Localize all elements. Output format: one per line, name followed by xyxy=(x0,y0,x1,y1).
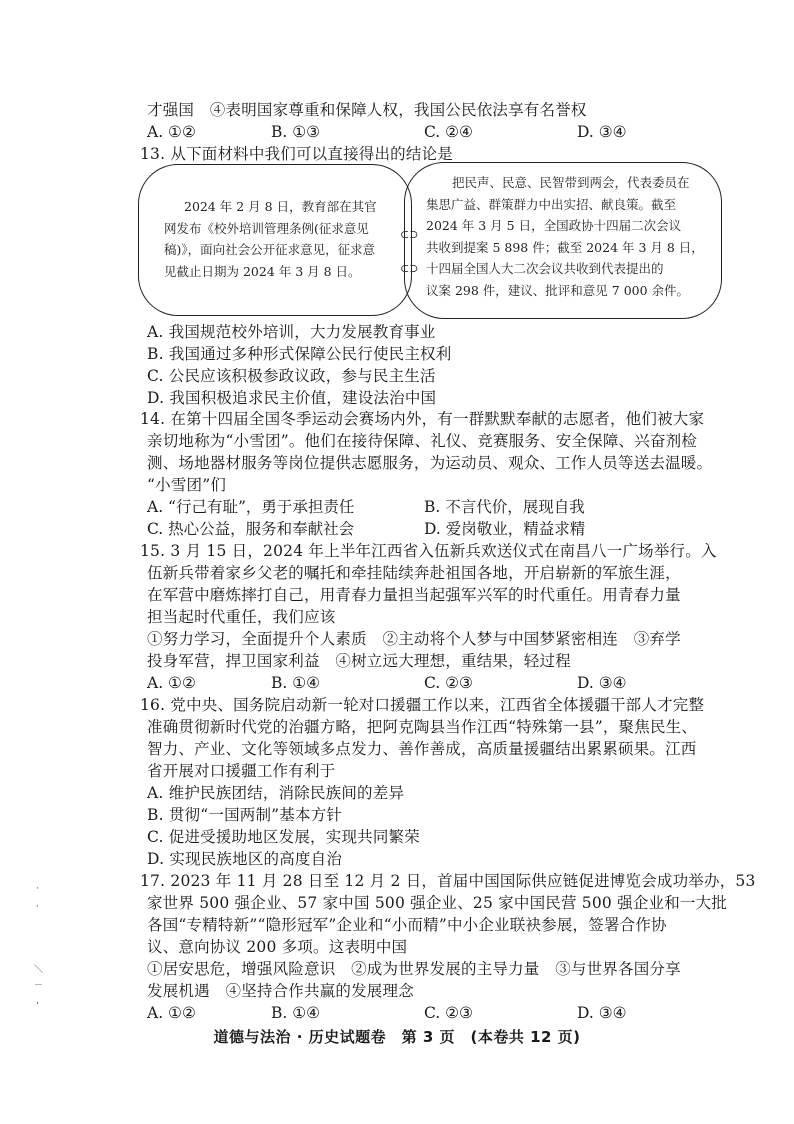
q15-option-a[interactable]: A. ①② xyxy=(147,674,196,692)
q16-stem-line: 省开展对口援疆工作有利于 xyxy=(147,762,336,780)
page-footer: 道德与法治 · 历史试题卷 第 3 页 (本卷共 12 页) xyxy=(213,1028,581,1046)
q16-option-d[interactable]: D. 实现民族地区的高度自治 xyxy=(147,850,343,868)
material-line: 共收到提案 5 898 件；截至 2024 年 3 月 8 日， xyxy=(426,239,704,255)
q14-stem-line: 亲切地称为“小雪团”。他们在接待保障、礼仪、竞赛服务、安全保障、兴奋剂检 xyxy=(147,432,698,450)
q17-stem-line: 17. 2023 年 11 月 28 日至 12 月 2 日，首届中国国际供应链促进博览会成功举办，53 xyxy=(140,872,756,890)
material-line: 2024 年 3 月 5 日，全国政协十四届二次会议 xyxy=(426,218,682,233)
q13-option-d[interactable]: D. 我国积极追求民主价值，建设法治中国 xyxy=(147,389,437,407)
q15-options xyxy=(147,673,717,693)
q16-option-c[interactable]: C. 促进受援助地区发展，实现共同繁荣 xyxy=(147,828,420,846)
q16-stem-line: 准确贯彻新时代党的治疆方略，把阿克陶县当作江西“特殊第一县”，聚焦民生、 xyxy=(147,718,698,736)
q17-stem-line: 议、意向协议 200 多项。这表明中国 xyxy=(147,938,408,956)
q17-option-d[interactable]: D. ③④ xyxy=(577,1004,627,1022)
q13-option-c[interactable]: C. 公民应该积极参政议政，参与民主生活 xyxy=(147,367,436,385)
q12-options xyxy=(147,122,717,142)
q14-stem-line: 14. 在第十四届全国冬季运动会赛场内外，有一群默默奉献的志愿者，他们被大家 xyxy=(140,410,705,428)
q15-option-b[interactable]: B. ①④ xyxy=(271,674,321,692)
material-line: 网发布《校外培训管理条例(征求意见 xyxy=(164,220,369,236)
q13-option-b[interactable]: B. 我国通过多种形式保障公民行使民主权利 xyxy=(147,345,452,363)
q17-option-c[interactable]: C. ②③ xyxy=(424,1004,473,1022)
q16-stem-line: 16. 党中央、国务院启动新一轮对口援疆工作以来，江西省全体援疆干部人才完整 xyxy=(140,696,705,714)
material-line: 稿)》，面向社会公开征求意见，征求意 xyxy=(164,242,376,257)
q12-tail-line: 才强国 ④表明国家尊重和保障人权，我国公民依法享有名誉权 xyxy=(147,101,587,119)
scan-mark: ‚ xyxy=(36,996,39,1006)
q14-option-a[interactable]: A. “行己有耻”，勇于承担责任 xyxy=(147,498,355,516)
material-line: 议案 298 件，建议、批评和意见 7 000 余件。 xyxy=(426,282,690,298)
q13-stem: 13. 从下面材料中我们可以直接得出的结论是 xyxy=(140,145,453,163)
material-line: 十四届全国人大二次会议共收到代表提出的 xyxy=(426,261,664,276)
q14-stem-line: 测、场地器材服务等岗位提供志愿服务，为运动员、观众、工作人员等送去温暖。 xyxy=(147,454,713,472)
material-line: 集思广益、群策群力中出实招、献良策。截至 xyxy=(426,196,677,212)
q15-option-c[interactable]: C. ②③ xyxy=(424,674,473,692)
q15-choice-line: ①努力学习，全面提升个人素质 ②主动将个人梦与中国梦紧密相连 ③弃学 xyxy=(147,630,681,648)
q13-material-right xyxy=(426,172,704,301)
chain-link-icon: ⊂⊃ xyxy=(400,228,419,241)
scan-mark: ＼ xyxy=(34,965,44,975)
q13-option-a[interactable]: A. 我国规范校外培训，大力发展教育事业 xyxy=(147,323,436,341)
q15-stem-line: 担当起时代重任，我们应该 xyxy=(147,608,336,626)
q14-option-b[interactable]: B. 不言代价，展现自我 xyxy=(424,498,585,516)
material-line: 见截止日期为 2024 年 3 月 8 日。 xyxy=(164,263,361,279)
q15-stem-line: 伍新兵带着家乡父老的嘱托和牵挂陆续奔赴祖国各地，开启崭新的军旅生涯， xyxy=(147,564,681,582)
q12-option-d[interactable]: D. ③④ xyxy=(577,123,627,141)
material-line: 把民声、民意、民智带到两会，代表委员在 xyxy=(452,175,690,190)
q17-choice-line: 发展机遇 ④坚持合作共赢的发展理念 xyxy=(147,982,414,1000)
q12-option-b[interactable]: B. ①③ xyxy=(271,123,321,141)
q13-material-left xyxy=(164,196,377,282)
q12-option-c[interactable]: C. ②④ xyxy=(424,123,473,141)
q14-options-row1 xyxy=(147,497,717,517)
q17-stem-line: 家世界 500 强企业、57 家中国 500 强企业、25 家中国民营 500 强企业和一大批 xyxy=(147,894,728,912)
q17-option-a[interactable]: A. ①② xyxy=(147,1004,196,1022)
q14-stem-line: “小雪团”们 xyxy=(147,476,227,494)
q17-stem-line: 各国“专精特新”“隐形冠军”企业和“小而精”中小企业联袂参展，签署合作协 xyxy=(147,916,667,934)
q15-stem-line: 15. 3 月 15 日，2024 年上半年江西省入伍新兵欢送仪式在南昌八一广场举行。入 xyxy=(140,542,717,560)
scan-mark: － xyxy=(34,981,44,991)
q14-option-d[interactable]: D. 爱岗敬业，精益求精 xyxy=(424,520,586,538)
material-line: 2024 年 2 月 8 日，教育部在其官 xyxy=(184,199,377,214)
q12-option-a[interactable]: A. ①② xyxy=(147,123,196,141)
scan-mark: · xyxy=(36,884,39,894)
q14-options-row2 xyxy=(147,519,717,539)
q15-option-d[interactable]: D. ③④ xyxy=(577,674,627,692)
q16-option-b[interactable]: B. 贯彻“一国两制”基本方针 xyxy=(147,806,343,824)
scan-mark: · xyxy=(36,902,39,912)
q17-option-b[interactable]: B. ①④ xyxy=(271,1004,321,1022)
q14-option-c[interactable]: C. 热心公益，服务和奉献社会 xyxy=(147,520,355,538)
q17-options xyxy=(147,1003,717,1023)
q17-choice-line: ①居安思危，增强风险意识 ②成为世界发展的主导力量 ③与世界各国分享 xyxy=(147,960,681,978)
q15-choice-line: 投身军营，捍卫国家利益 ④树立远大理想，重结果，轻过程 xyxy=(147,652,571,670)
q16-stem-line: 智力、产业、文化等领域多点发力、善作善成，高质量援疆结出累累硕果。江西 xyxy=(147,740,697,758)
chain-link-icon: ⊂⊃ xyxy=(400,262,419,275)
q16-option-a[interactable]: A. 维护民族团结，消除民族间的差异 xyxy=(147,784,405,802)
q15-stem-line: 在军营中磨炼摔打自己，用青春力量担当起强军兴军的时代重任。用青春力量 xyxy=(147,586,681,604)
